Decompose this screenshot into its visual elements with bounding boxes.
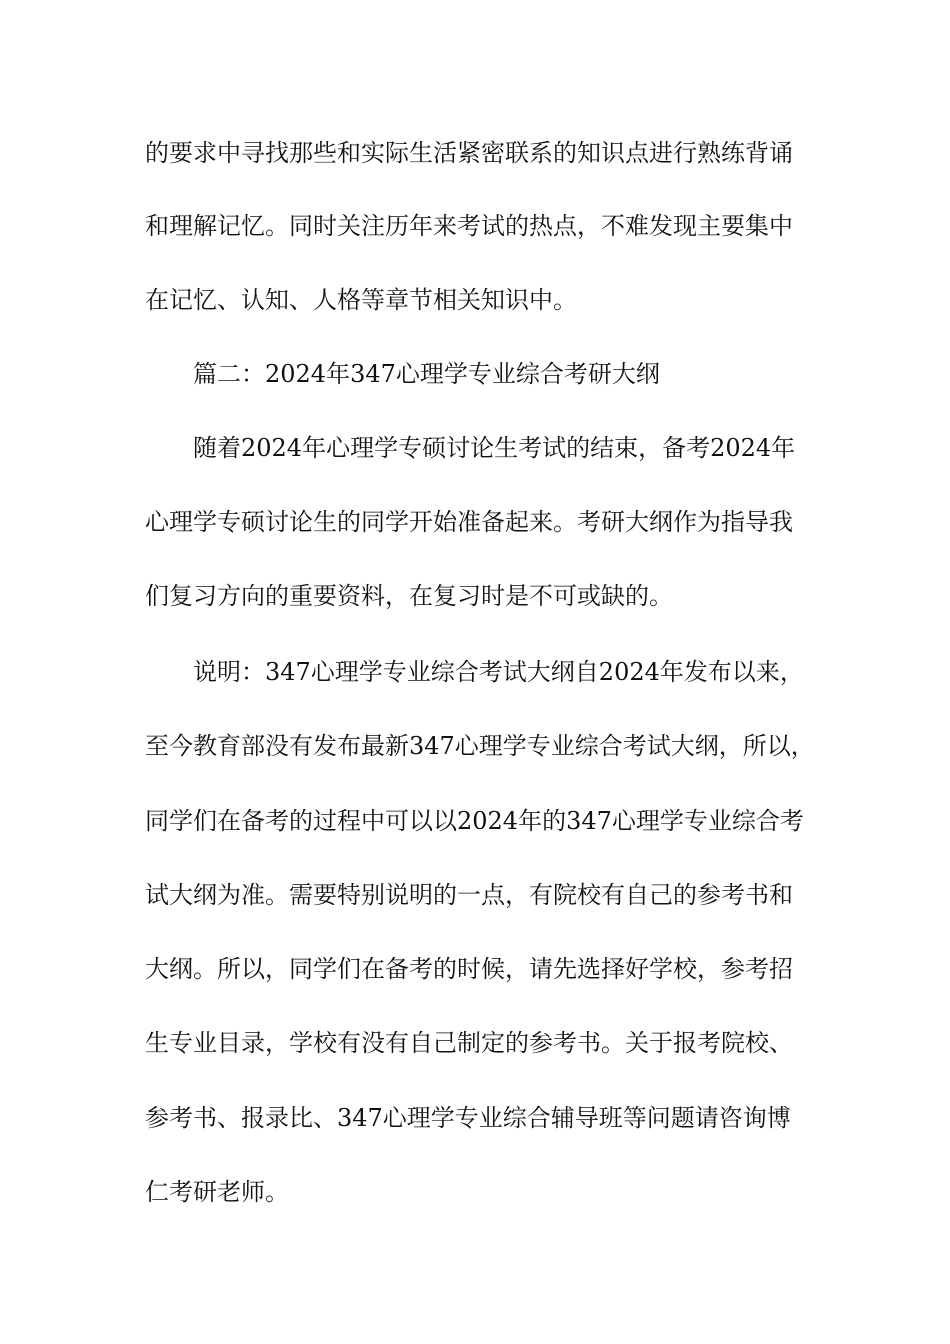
text-line: 仁考研老师。 — [145, 1178, 289, 1206]
text-line: 至今教育部没有发布最新347心理学专业综合考试大纲，所以， — [145, 732, 815, 760]
text-line: 大纲。所以，同学们在备考的时候，请先选择好学校，参考招 — [145, 955, 793, 983]
text-line: 和理解记忆。同时关注历年来考试的热点，不难发现主要集中 — [145, 212, 793, 240]
text-line: 生专业目录，学校有没有自己制定的参考书。关于报考院校、 — [145, 1029, 793, 1057]
text-line: 心理学专硕讨论生的同学开始准备起来。考研大纲作为指导我 — [145, 508, 793, 536]
text-line: 参考书、报录比、347心理学专业综合辅导班等问题请咨询博 — [145, 1104, 791, 1132]
text-line: 在记忆、认知、人格等章节相关知识中。 — [145, 286, 577, 314]
text-line: 试大纲为准。需要特别说明的一点，有院校有自己的参考书和 — [145, 881, 793, 909]
section-heading: 篇二：2024年347心理学专业综合考研大纲 — [193, 360, 660, 388]
text-line: 随着2024年心理学专硕讨论生考试的结束，备考2024年 — [193, 434, 796, 462]
text-line: 说明：347心理学专业综合考试大纲自2024年发布以来， — [193, 658, 804, 686]
text-line: 们复习方向的重要资料，在复习时是不可或缺的。 — [145, 582, 673, 610]
text-line: 同学们在备考的过程中可以以2024年的347心理学专业综合考 — [145, 807, 804, 835]
text-line: 的要求中寻找那些和实际生活紧密联系的知识点进行熟练背诵 — [145, 139, 793, 167]
